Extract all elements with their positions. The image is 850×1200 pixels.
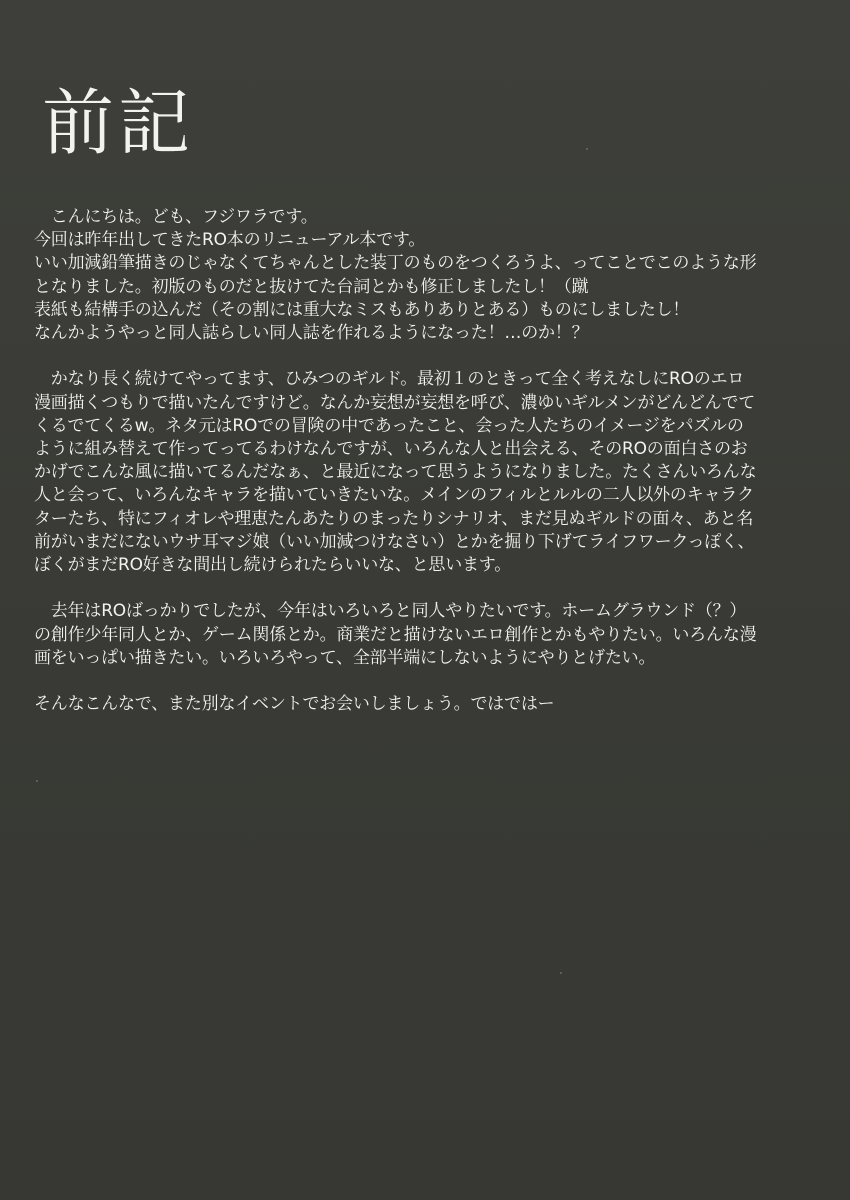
text-line: ターたち、特にフィオレや理恵たんあたりのまったりシナリオ、まだ見ぬギルドの面々、あと名 [34, 508, 754, 529]
text-line: 漫画描くつもりで描いたんですけど。なんか妄想が妄想を呼び、濃ゆいギルメンがどんどんでて [34, 392, 756, 413]
text-line: 表紙も結構手の込んだ（その割には重大なミスもありありとある）ものにしましたし！ [34, 299, 690, 320]
text-line: 人と会って、いろんなキャラを描いていきたいな。メインのフィルとルルの二人以外のキャラク [34, 485, 754, 506]
text-line: なんかようやっと同人誌らしい同人誌を作れるようになった！…のか！？ [34, 323, 589, 344]
text-line: いい加減鉛筆描きのじゃなくてちゃんとした装丁のものをつくろうよ、ってことでこのような形 [34, 253, 757, 274]
paragraph-closing [34, 693, 840, 716]
text-line: 去年はROばっかりでしたが、今年はいろいろと同人やりたいです。ホームグラウンド（？） [34, 601, 747, 622]
text-line: こんにちは。ども、フジワラです。 [34, 207, 318, 227]
paper-speck [36, 780, 38, 782]
paragraph-guild [34, 368, 840, 577]
text-line: となりました。初版のものだと抜けてた台詞とかも修正しましたし！（蹴 [34, 276, 589, 297]
text-line: 今回は昨年出してきたRO本のリニューアル本です。 [34, 230, 426, 251]
text-line: の創作少年同人とか、ゲーム関係とか。商業だと描けないエロ創作とかもやりたい。いろんな漫 [34, 624, 757, 645]
text-line: ように組み替えて作ってってるわけなんですが、いろんな人と出会える、そのROの面白さのお [34, 439, 748, 460]
text-line: 前がいまだにないウサ耳マジ娘（いい加減つけなさい）とかを掘り下げてライフワークっぽく、 [34, 531, 755, 552]
text-line: くるでてくるw。ネタ元はROでの冒険の中であったこと、会った人たちのイメージをパズルの [34, 415, 744, 436]
text-line: かげでこんな風に描いてるんだなぁ、と最近になって思うようになりました。たくさんいろんな [34, 462, 757, 483]
page-title: 前記 [42, 81, 195, 165]
text-line: かなり長く続けてやってます、ひみつのギルド。最初１のときって全く考えなしにROのエロ [34, 369, 745, 390]
paper-speck [586, 148, 588, 150]
paragraph-plans [34, 600, 840, 670]
text-line: ぼくがまだRO好きな間出し続けられたらいいな、と思います。 [34, 555, 512, 576]
paper-speck [560, 972, 562, 974]
paragraph-greeting [34, 206, 840, 345]
body-text [34, 206, 840, 740]
text-line: そんなこんなで、また別なイベントでお会いしましょう。ではではー [34, 694, 555, 715]
text-line: 画をいっぱい描きたい。いろいろやって、全部半端にしないようにやりとげたい。 [34, 647, 656, 668]
